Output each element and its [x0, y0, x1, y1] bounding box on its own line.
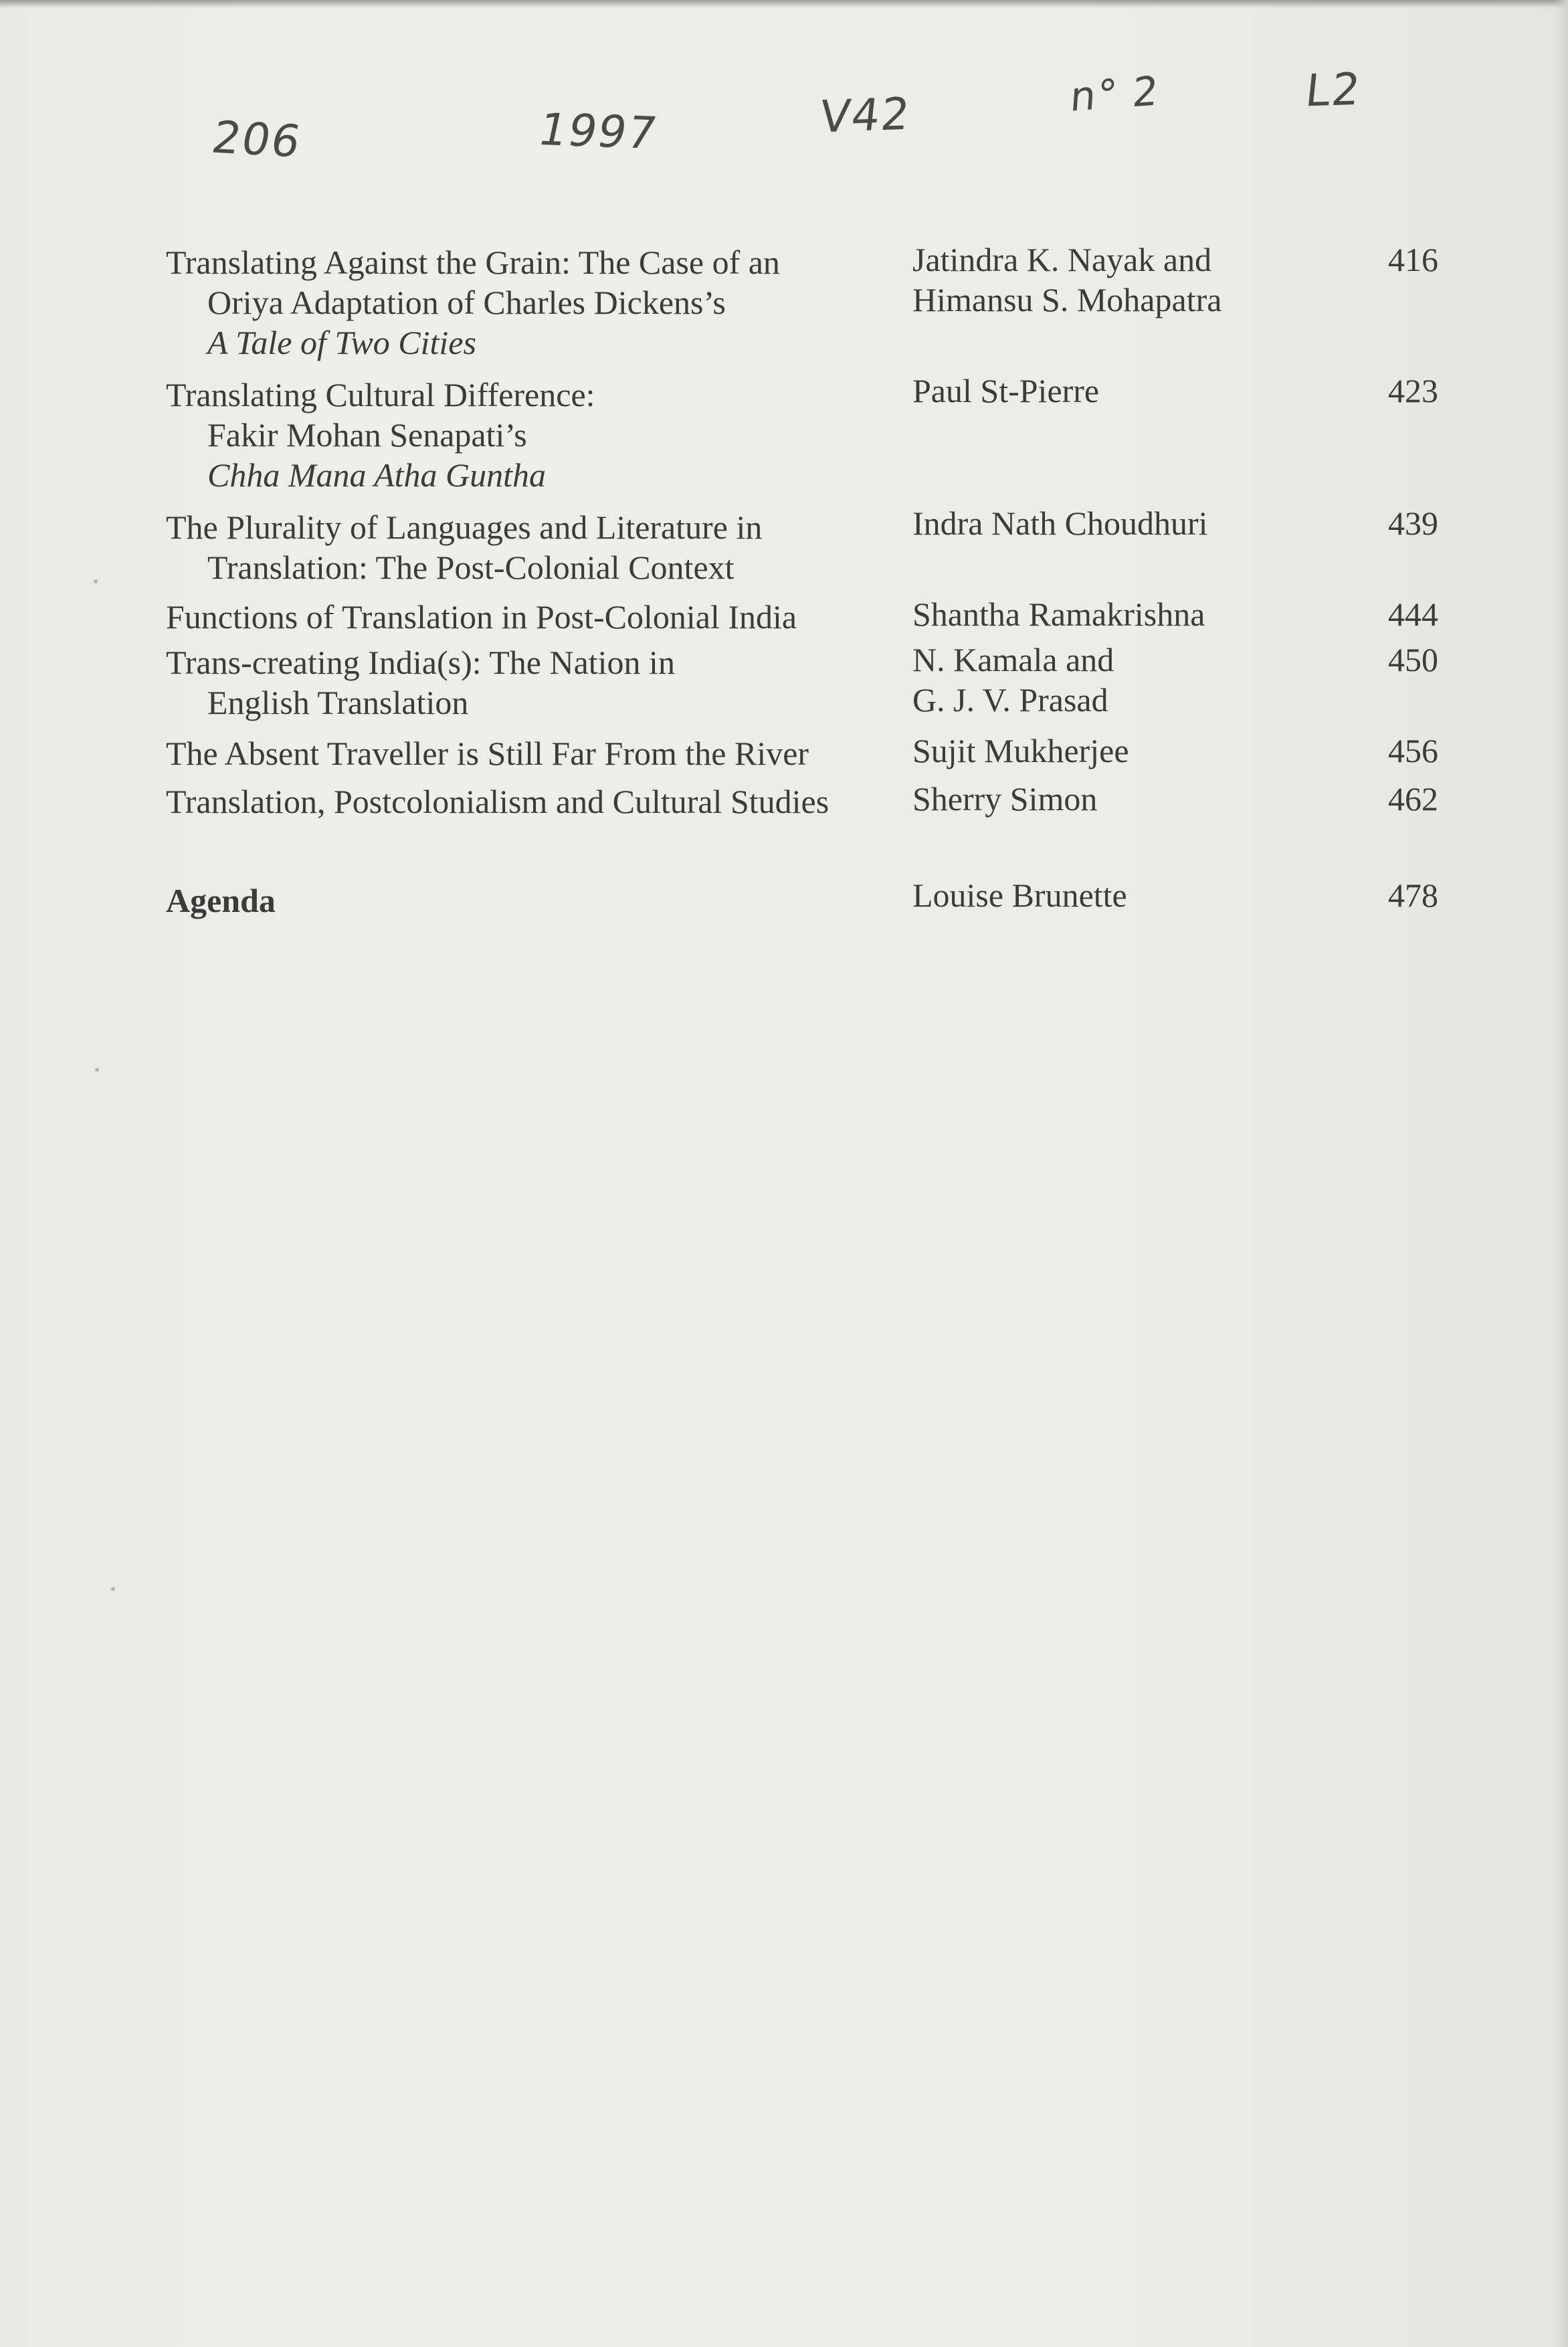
article-author [912, 640, 1341, 720]
annotation-number: 206 [207, 111, 306, 168]
title-line: Functions of Translation in Post-Colonial India [166, 598, 797, 636]
scan-speck [111, 1587, 115, 1591]
title-line: Translating Against the Grain: The Case of an [166, 244, 780, 281]
page-number: 423 [1388, 372, 1438, 409]
author-line: Paul St-Pierre [912, 372, 1100, 409]
annotation-issue: n° 2 [1068, 68, 1161, 121]
annotation-code: L2 [1302, 63, 1364, 117]
article-title [166, 642, 895, 723]
title-italic-line: A Tale of Two Cities [207, 324, 476, 361]
article-title [166, 781, 895, 822]
page-number: 478 [1388, 876, 1438, 914]
title-line: Translation: The Post-Colonial Context [207, 549, 734, 586]
page-number: 456 [1388, 732, 1438, 769]
article-title [166, 733, 895, 773]
article-title [166, 242, 895, 363]
author-line: Jatindra K. Nayak and [912, 241, 1212, 278]
author-line: Shantha Ramakrishna [912, 595, 1205, 633]
annotation-year: 1997 [533, 104, 663, 159]
page-number: 444 [1388, 595, 1438, 633]
article-author [912, 240, 1341, 320]
article-title [166, 597, 895, 637]
title-line: Trans-creating India(s): The Nation in [166, 644, 675, 681]
page-number: 450 [1388, 641, 1438, 678]
scan-speck [94, 579, 98, 583]
table-of-contents [0, 0, 1568, 970]
article-author [912, 594, 1341, 634]
title-italic-line: Chha Mana Atha Guntha [207, 456, 547, 494]
section-author: Louise Brunette [912, 876, 1127, 914]
author-line: Himansu S. Mohapatra [912, 281, 1222, 318]
article-author [912, 503, 1341, 543]
author-line: N. Kamala and [912, 641, 1114, 678]
author-line: G. J. V. Prasad [912, 681, 1108, 719]
title-line: The Absent Traveller is Still Far From the River [166, 735, 809, 772]
article-title [166, 375, 895, 495]
author-line: Sherry Simon [912, 780, 1098, 818]
page-number: 416 [1388, 241, 1438, 278]
article-author [912, 779, 1341, 819]
page-number: 439 [1388, 504, 1438, 542]
scan-speck [95, 1068, 99, 1072]
article-author [912, 371, 1341, 411]
title-line: Fakir Mohan Senapati’s [207, 416, 527, 454]
author-line: Indra Nath Choudhuri [912, 504, 1208, 542]
annotation-volume: V42 [817, 88, 914, 143]
title-line: The Plurality of Languages and Literature in [166, 508, 763, 546]
title-line: English Translation [207, 684, 469, 721]
title-line: Oriya Adaptation of Charles Dickens’s [207, 284, 726, 321]
article-author [912, 731, 1341, 771]
author-line: Sujit Mukherjee [912, 732, 1129, 769]
title-line: Translation, Postcolonialism and Cultural Studies [166, 783, 829, 820]
section-title: Agenda [166, 882, 276, 919]
article-title [166, 507, 895, 587]
title-line: Translating Cultural Difference: [166, 376, 595, 413]
page-number: 462 [1388, 780, 1438, 818]
